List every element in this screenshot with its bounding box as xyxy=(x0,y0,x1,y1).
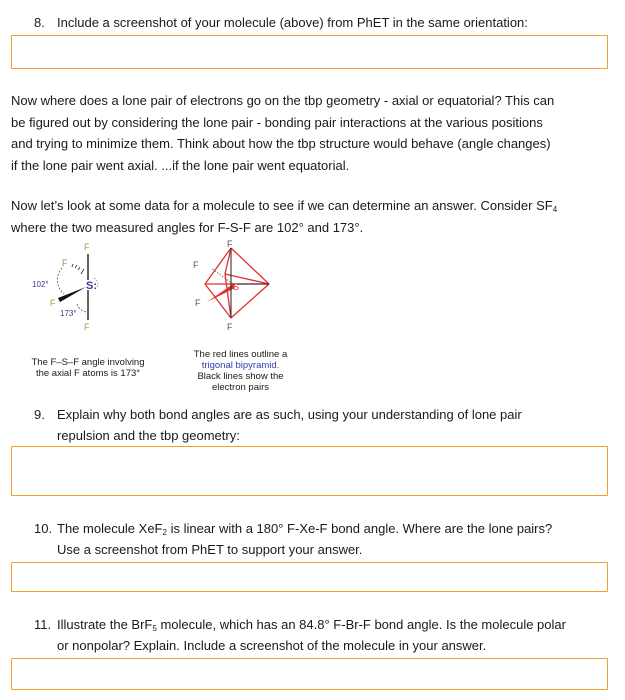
right-figure-caption: The red lines outline a trigonal bipyramid. Black lines show the electron pairs xyxy=(193,349,288,393)
question-text: Illustrate the BrF$_5$ molecule, which has an 84.8° F-Br-F bond angle. Is the molecule polar or nonpolar? Explain. Include a screenshot of the molecule in your answer. xyxy=(57,617,566,653)
question-text: Include a screenshot of your molecule (above) from PhET in the same orientation: xyxy=(57,15,528,30)
left-figure-caption: The F–S–F angle involving the axial F atoms is 173° xyxy=(31,357,145,379)
answer-box-11[interactable] xyxy=(11,658,608,690)
question-8 xyxy=(34,12,614,34)
question-number: 10. xyxy=(34,521,53,536)
angle-label-173: 173° xyxy=(60,309,77,318)
atom-f-left-lower: F xyxy=(195,298,201,308)
question-9 xyxy=(34,404,614,448)
data-line-2: where the two measured angles for F-S-F are 102° and 173°. xyxy=(11,219,364,235)
question-number: 8. xyxy=(34,15,45,30)
angle-label-102: 102° xyxy=(32,280,49,289)
answer-box-9[interactable] xyxy=(11,446,608,496)
question-11 xyxy=(34,614,614,658)
sf4-structure-figure xyxy=(22,238,132,338)
question-number: 11. xyxy=(34,617,52,632)
atom-f-upper-left: F xyxy=(62,258,68,268)
question-text: Explain why both bond angles are as such, using your understanding of lone pair repulsion and the tbp geometry: xyxy=(57,407,522,443)
answer-box-8[interactable] xyxy=(11,35,608,69)
atom-f-bottom: F xyxy=(227,322,233,332)
tbp-outline-figure xyxy=(185,238,285,338)
question-10 xyxy=(34,518,614,562)
atom-f-left-upper: F xyxy=(193,260,199,270)
intro-line: and trying to minimize them. Think about how the tbp structure would behave (angle changes) xyxy=(11,136,551,151)
intro-paragraph xyxy=(11,90,616,176)
data-paragraph xyxy=(11,195,616,238)
answer-box-10[interactable] xyxy=(11,562,608,592)
data-line-1: Now let’s look at some data for a molecule to see if we can determine an answer. Consider $SF_4$ xyxy=(11,198,558,214)
atom-f-bottom: F xyxy=(84,322,90,332)
intro-line: Now where does a lone pair of electrons go on the tbp geometry - axial or equatorial? This can xyxy=(11,93,555,108)
atom-f-top: F xyxy=(227,239,233,249)
atom-f-lower-left: F xyxy=(50,298,56,308)
intro-line: be figured out by considering the lone pair - bonding pair interactions at the various positions xyxy=(11,114,543,130)
question-number: 9. xyxy=(34,407,45,422)
question-text: The molecule XeF$_2$ is linear with a 180° F-Xe-F bond angle. Where are the lone pairs? Use a screenshot from PhET to support your answer. xyxy=(57,521,553,557)
intro-line: if the lone pair went axial. ...if the lone pair went equatorial. xyxy=(11,157,350,173)
atom-s-center: S: xyxy=(86,280,97,292)
atom-f-top: F xyxy=(84,242,90,252)
atom-s-center: S xyxy=(233,282,240,292)
